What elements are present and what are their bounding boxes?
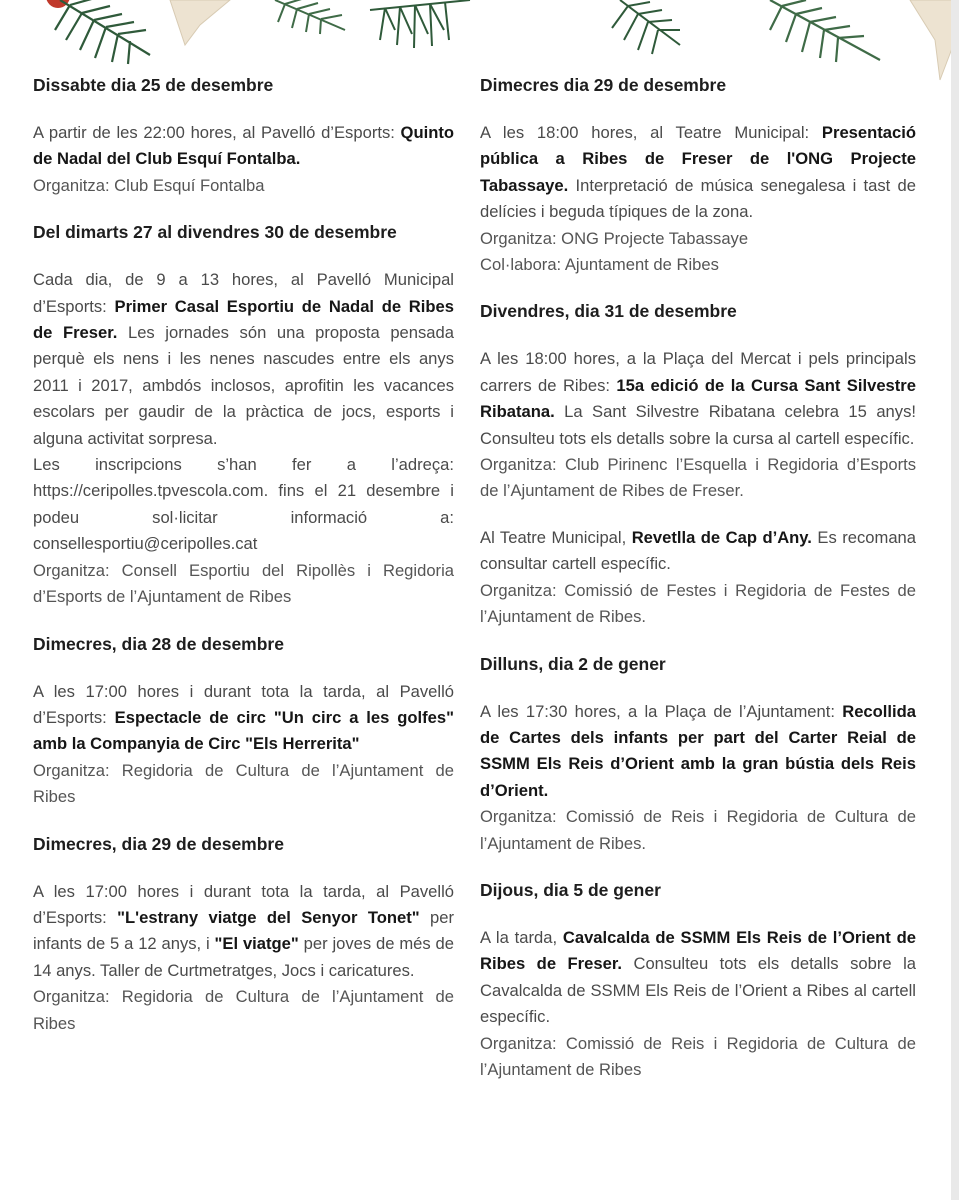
event-text: Es recomana consultar cartell específic. [480,527,917,574]
event-description [33,120,454,173]
event-organizer: Col·labora: Ajuntament de Ribes [480,255,719,275]
event-text: Les jornades són una proposta pensada perquè els nens i les nenes nascudes entre els anys 2011 i 2017, ambdós inclosos, aprofitin les vacances escolars per gaudir de la pràctica de jocs, esports i alguna activitat sorpresa. [33,323,454,448]
right-column [480,72,916,1083]
event-title: Cavalcalda de SSMM Els Reis de l’Orient de Ribes de Freser. [480,927,916,974]
event-organizer: Organitza: Comissió de Reis i Regidoria de Cultura de l’Ajuntament de Ribes. [480,807,916,853]
event-block [33,611,454,811]
event-description [480,525,916,578]
event-description [33,267,454,452]
event-block [480,278,916,630]
spacer [480,278,916,298]
event-organizer: Organitza: Regidoria de Cultura de l’Ajuntament de Ribes [33,760,454,807]
event-date-heading: Dimecres, dia 28 de desembre [33,633,284,654]
pine-branch-icon [770,0,880,62]
event-organizer: Organitza: Club Esquí Fontalba [33,175,265,195]
event-description [480,699,916,805]
spacer [33,199,454,219]
event-text: per infants de 5 a 12 anys, i [33,907,454,954]
event-description [33,679,454,758]
spacer [33,611,454,631]
event-organizer: Organitza: Regidoria de Cultura de l’Ajuntament de Ribes [33,987,454,1033]
event-text: A les 18:00 hores, al Teatre Municipal: [480,123,822,142]
event-title: 15a edició de la Cursa Sant Silvestre Ribatana. [480,375,916,422]
pine-branch-icon [55,0,150,64]
event-text: A les 18:00 hores, a la Plaça del Mercat i pels principals carrers de Ribes: [480,349,916,395]
event-text: A les 17:00 hores i durant tota la tarda, al Pavelló d’Esports: [33,681,454,727]
spacer [480,857,916,877]
event-block [33,72,454,199]
event-title: Primer Casal Esportiu de Nadal de Ribes de Freser. [33,296,454,343]
event-organizer: Organitza: Club Pirinenc l’Esquella i Regidoria d’Esports de l’Ajuntament de Ribes de Freser. [480,455,916,501]
event-title: Quinto de Nadal del Club Esquí Fontalba. [33,123,454,169]
event-organizer: Organitza: Comissió de Festes i Regidoria de Festes de l’Ajuntament de Ribes. [480,580,916,627]
event-text: Cada dia, de 9 a 13 hores, al Pavelló Municipal d’Esports: [33,270,454,316]
event-text: Interpretació de música senegalesa i tast de delícies i beguda típiques de la zona. [480,175,916,222]
event-title: Presentació pública a Ribes de Freser de l'ONG Projecte Tabassaye. [480,123,916,195]
pine-branch-icon [370,0,470,48]
wooden-star-icon [170,0,230,45]
event-title: Recollida de Cartes dels infants per part del Carter Reial de SSMM Els Reis d’Orient amb la gran bústia dels Reis d’Orient. [480,701,916,800]
event-title: Revetlla de Cap d’Any. [631,527,812,547]
event-date-heading: Del dimarts 27 al divendres 30 de desembre [33,222,397,243]
spacer [480,631,916,651]
event-text: La Sant Silvestre Ribatana celebra 15 anys! Consulteu tots els detalls sobre la cursa al cartell específic. [480,402,916,448]
event-block [33,811,454,1037]
event-date-heading: Dijous, dia 5 de gener [480,879,661,900]
event-description [480,925,916,1031]
event-text: A la tarda, [480,927,563,947]
event-block [480,72,916,278]
event-date-heading: Divendres, dia 31 de desembre [480,301,737,322]
event-registration: Les inscripcions s’han fer a l’adreça: https://ceripolles.tpvescola.com. fins el 21 desembre i podeu sol·licitar informació a: consellesportiu@ceripolles.cat [33,455,454,554]
event-date-heading: Dilluns, dia 2 de gener [480,653,666,674]
event-date-heading: Dimecres, dia 29 de desembre [33,833,284,854]
spacer [33,811,454,831]
pine-branch-icon [612,0,680,54]
event-title: "El viatge" [214,934,299,954]
event-text: Al Teatre Municipal, [480,527,632,547]
event-description [480,346,916,452]
left-column [33,72,454,1037]
event-text: A partir de les 22:00 hores, al Pavelló d’Esports: [33,123,401,142]
page-edge [951,0,959,1200]
christmas-decoration-banner [0,0,959,82]
pine-branch-icon [275,0,345,34]
event-description [480,120,916,226]
event-date-heading: Dissabte dia 25 de desembre [33,75,274,95]
event-block [33,199,454,610]
event-organizer: Organitza: Comissió de Reis i Regidoria de Cultura de l’Ajuntament de Ribes [480,1033,916,1079]
event-title: Espectacle de circ "Un circ a les golfes" amb la Companyia de Circ "Els Herrerita" [33,707,454,754]
event-text: A les 17:30 hores, a la Plaça de l’Ajuntament: [480,701,843,721]
spacer [480,505,916,525]
event-block [480,631,916,857]
event-text: per joves de més de 14 anys. Taller de Curtmetratges, Jocs i caricatures. [33,934,454,980]
event-organizer: Organitza: Consell Esportiu del Ripollès i Regidoria d’Esports de l’Ajuntament de Ribes [33,560,454,607]
event-organizer: Organitza: ONG Projecte Tabassaye [480,228,749,248]
event-text: A les 17:00 hores i durant tota la tarda, al Pavelló d’Esports: [33,881,454,927]
event-text: Consulteu tots els detalls sobre la Cavalcalda de SSMM Els Reis de l’Orient a Ribes al cartell específic. [480,954,916,1027]
event-date-heading: Dimecres dia 29 de desembre [480,75,727,95]
event-description [33,879,454,985]
event-title: "L'estrany viatge del Senyor Tonet" [117,907,420,927]
event-block [480,857,916,1083]
